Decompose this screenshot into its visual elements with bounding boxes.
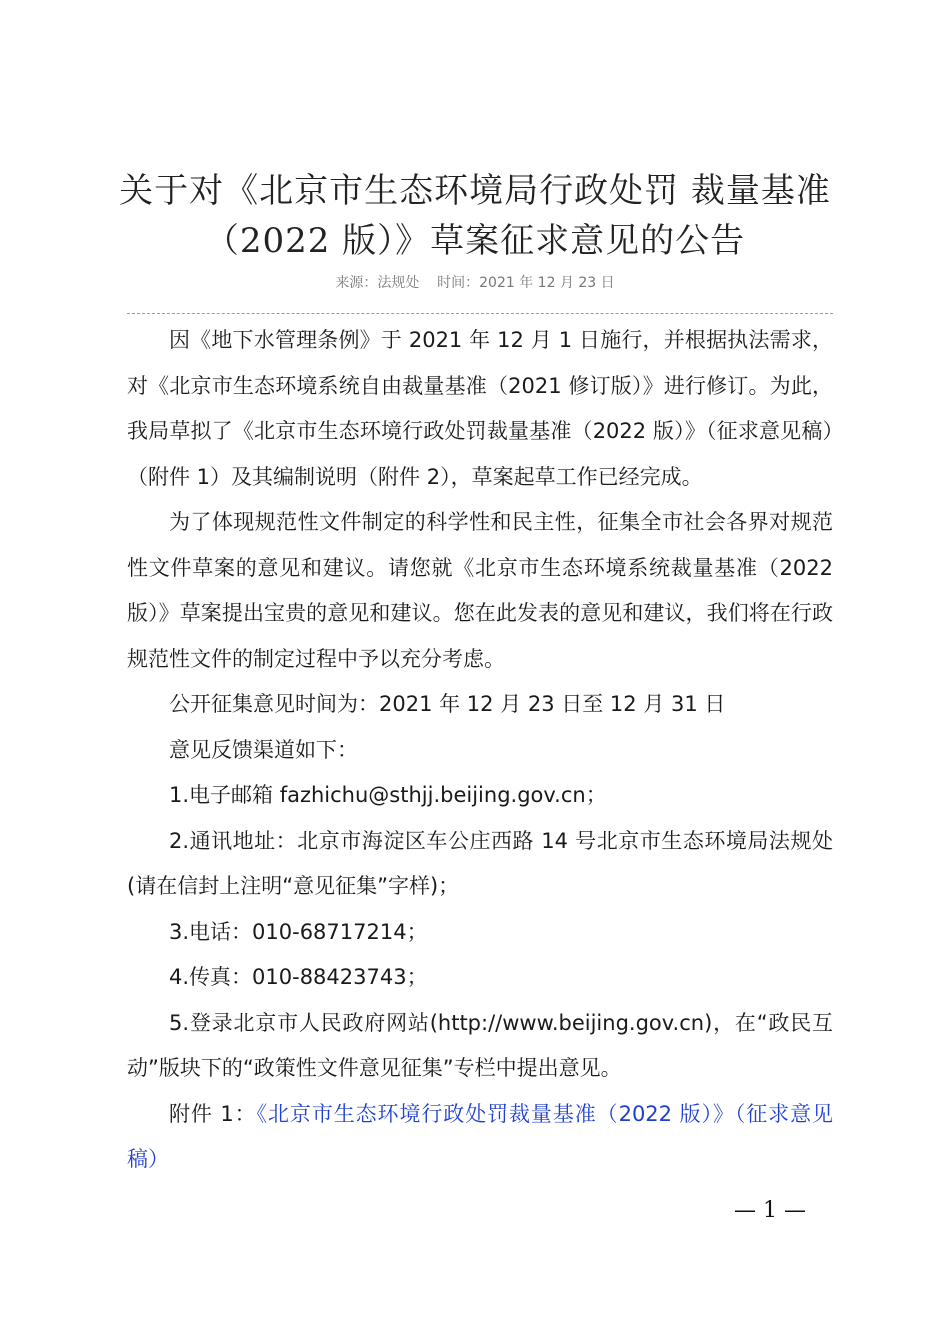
dashed-divider xyxy=(127,313,833,314)
paragraph-channels-heading: 意见反馈渠道如下： xyxy=(169,737,358,762)
paragraph-intro: 因《地下水管理条例》于 2021 年 12 月 1 日施行，并根据执法需求，对《北京市生态环境系统自由裁量基准（2021 修订版）》进行修订。为此，我局草拟了《北京市生态环境行政处罚裁量基准（2022 版）》（征求意见稿）（附件 1）及其编制说明（附件 2），草案起草工作已经完成。 xyxy=(127,328,833,489)
document-body xyxy=(127,318,833,1183)
channel-address: 2.通讯地址：北京市海淀区车公庄西路 14 号北京市生态环境局法规处(请在信封上注明“意见征集”字样)； xyxy=(127,828,833,898)
channel-website: 5.登录北京市人民政府网站(http://www.beijing.gov.cn)，在“政民互动”版块下的“政策性文件意见征集”专栏中提出意见。 xyxy=(127,1010,833,1080)
paragraph-period: 公开征集意见时间为：2021 年 12 月 23 日至 12 月 31 日 xyxy=(169,692,726,716)
attachment-line xyxy=(127,1092,833,1183)
channel-email: 1.电子邮箱 fazhichu@sthjj.beijing.gov.cn； xyxy=(169,783,607,807)
document-title xyxy=(60,166,890,266)
title-line-1: 关于对《北京市生态环境局行政处罚 裁量基准 xyxy=(119,171,831,211)
channel-fax: 4.传真：010-88423743； xyxy=(169,965,428,989)
attachment-label: 附件 1： xyxy=(169,1101,257,1126)
channel-phone: 3.电话：010-68717214； xyxy=(169,919,428,944)
title-line-2: （2022 版）》草案征求意见的公告 xyxy=(204,221,746,261)
source-and-date: 来源：法规处 时间：2021 年 12 月 23 日 xyxy=(335,275,615,291)
page-number: — 1 — xyxy=(734,1198,806,1223)
attachment-1-link[interactable]: 《北京市生态环境行政处罚裁量基准（2022 版）》（征求意见稿） xyxy=(127,1101,833,1171)
paragraph-purpose: 为了体现规范性文件制定的科学性和民主性，征集全市社会各界对规范性文件草案的意见和建议。请您就《北京市生态环境系统裁量基准（2022 版）》草案提出宝贵的意见和建议。您在此发表的意见和建议，我们将在行政规范性文件的制定过程中予以充分考虑。 xyxy=(127,510,833,671)
